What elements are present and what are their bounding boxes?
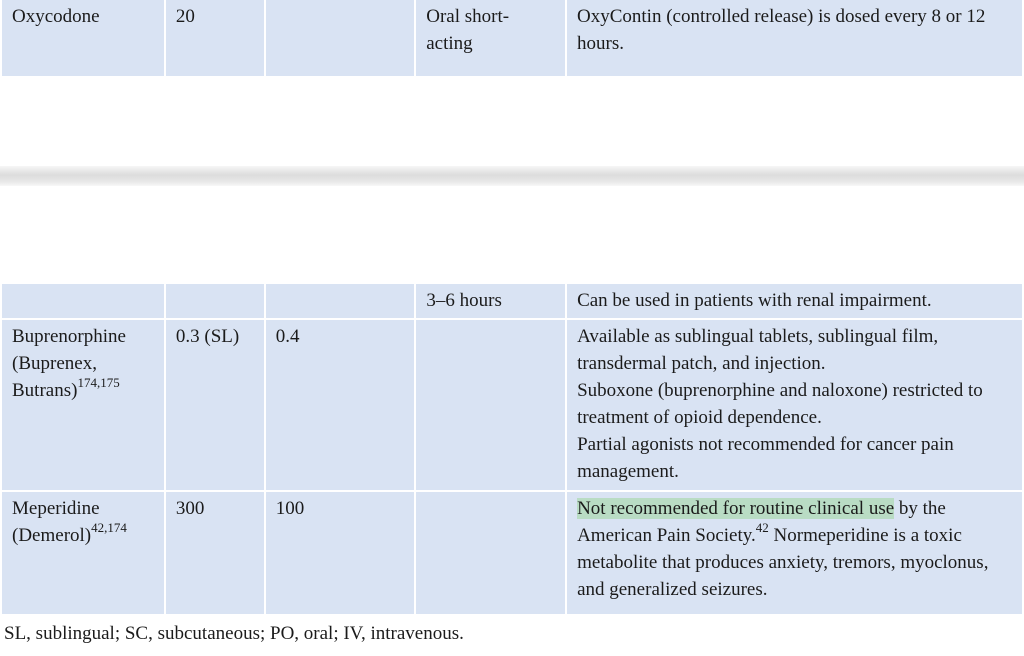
dose-cell: 100 [265, 491, 416, 615]
duration-cell: 3–6 hours [415, 283, 566, 319]
comments-cell: Can be used in patients with renal impairment. [566, 283, 1023, 319]
comment-line: Suboxone (buprenorphine and naloxone) restricted to treatment of opioid dependence. [577, 380, 983, 428]
drug-name: Buprenorphine (Buprenex, Butrans) [12, 326, 126, 401]
table-row [1, 0, 1023, 77]
citation-ref: 42 [755, 519, 769, 535]
comments-cell: OxyContin (controlled release) is dosed every 8 or 12 hours. [566, 0, 1023, 77]
drug-name: Meperidine (Demerol) [12, 498, 100, 546]
highlighted-text[interactable]: Not recommended for routine clinical use [577, 498, 895, 519]
table-row [1, 319, 1023, 491]
table-row [1, 283, 1023, 319]
dose-cell [265, 283, 416, 319]
comment-line: Partial agonists not recommended for cancer pain management. [577, 434, 954, 482]
comments-cell: Not recommended for routine clinical use by the American Pain Society.$^{42}$ Normeperidine is a toxic metabolite that produces anxiety, tremors, myoclonus, and generalized seizures. [566, 491, 1023, 615]
dose-cell [165, 283, 265, 319]
dose-cell: 300 [165, 491, 265, 615]
opioid-table-top [0, 0, 1024, 78]
dose-cell: 0.4 [265, 319, 416, 491]
drug-name-cell [1, 319, 165, 491]
citation-ref: 42,174 [91, 519, 127, 535]
duration-cell: Oral short-acting [415, 0, 566, 77]
drug-name-cell [1, 491, 165, 615]
dose-cell: 0.3 (SL) [165, 319, 265, 491]
citation-ref: 174,175 [77, 374, 120, 390]
drug-name-cell [1, 283, 165, 319]
dose-cell: 20 [165, 0, 265, 77]
opioid-table-bottom [0, 282, 1024, 616]
table-footnote: SL, sublingual; SC, subcutaneous; PO, oral; IV, intravenous. [4, 623, 464, 644]
page-separator [0, 166, 1024, 186]
duration-cell [415, 491, 566, 615]
comments-cell [566, 319, 1023, 491]
drug-name-cell: Oxycodone [1, 0, 165, 77]
table-row [1, 491, 1023, 615]
dose-cell [265, 0, 416, 77]
duration-cell [415, 319, 566, 491]
comment-line: Available as sublingual tablets, sublingual film, transdermal patch, and injection. [577, 326, 939, 374]
